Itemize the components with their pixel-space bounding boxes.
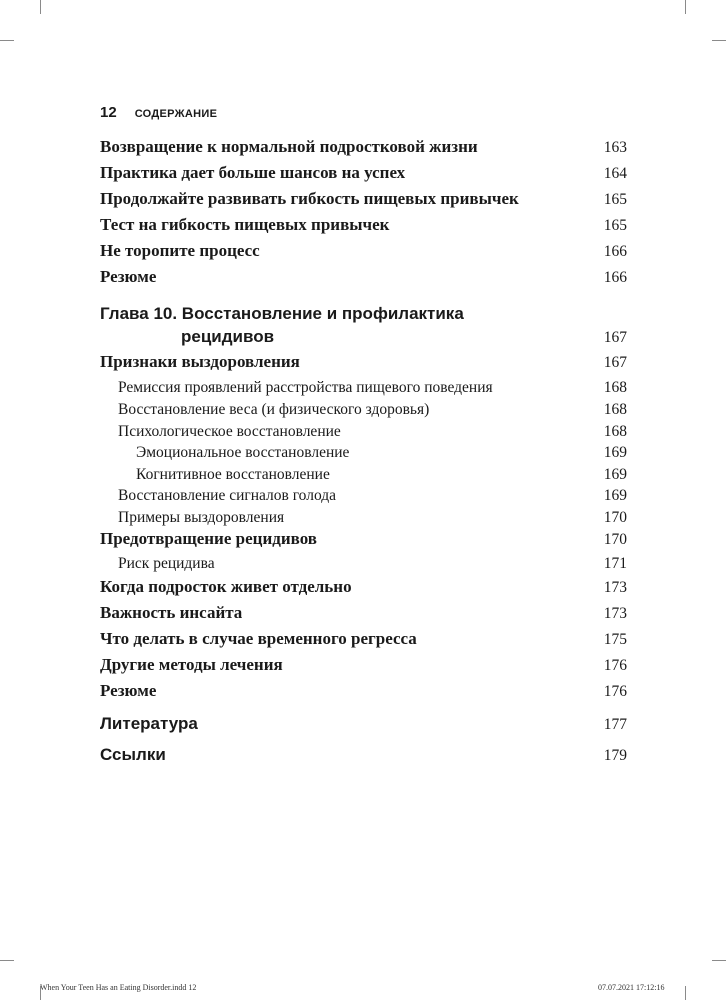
crop-mark bbox=[40, 0, 41, 14]
toc-entry[interactable] bbox=[100, 352, 627, 372]
toc-page: 168 bbox=[603, 423, 627, 440]
toc-page: 167 bbox=[603, 329, 627, 346]
toc-page: 168 bbox=[603, 401, 627, 418]
toc-entry[interactable] bbox=[100, 603, 627, 623]
toc-entry[interactable] bbox=[100, 529, 627, 549]
toc-entry[interactable] bbox=[100, 241, 627, 261]
toc-entry-chapter[interactable] bbox=[100, 327, 627, 347]
crop-mark bbox=[685, 0, 686, 14]
chapter-title-line2: рецидивов bbox=[181, 327, 275, 346]
toc-page: 179 bbox=[603, 747, 627, 764]
toc-entry-chapter[interactable] bbox=[100, 714, 627, 734]
toc-title: Восстановление сигналов голода bbox=[118, 487, 337, 504]
toc-entry[interactable] bbox=[100, 401, 627, 419]
toc-entry[interactable] bbox=[100, 267, 627, 287]
toc-entry[interactable] bbox=[100, 509, 627, 527]
toc-page: 176 bbox=[603, 657, 627, 674]
toc-page: 166 bbox=[603, 269, 627, 286]
toc-entry[interactable] bbox=[100, 487, 627, 505]
chapter-title-line1[interactable]: Глава 10. Восстановление и профилактика bbox=[100, 304, 464, 323]
toc-title: Практика дает больше шансов на успех bbox=[100, 163, 406, 182]
toc-title: Когда подросток живет отдельно bbox=[100, 577, 352, 596]
running-head: СОДЕРЖАНИЕ bbox=[134, 108, 218, 120]
toc-title: Когнитивное восстановление bbox=[136, 466, 330, 483]
toc-page: 168 bbox=[603, 379, 627, 396]
toc-page: 169 bbox=[603, 444, 627, 461]
crop-mark bbox=[0, 960, 14, 961]
toc-entry[interactable] bbox=[100, 655, 627, 675]
toc-title: Признаки выздоровления bbox=[100, 352, 300, 371]
toc-title: Не торопите процесс bbox=[100, 241, 260, 260]
page-number: 12 bbox=[100, 104, 117, 121]
crop-mark bbox=[685, 986, 686, 1000]
toc-title: Литература bbox=[100, 714, 198, 733]
toc-title: Важность инсайта bbox=[100, 603, 243, 622]
page-header bbox=[100, 104, 217, 124]
toc-entry[interactable] bbox=[100, 629, 627, 649]
toc-page: 177 bbox=[603, 716, 627, 733]
toc-entry[interactable] bbox=[100, 163, 627, 183]
toc-page: 167 bbox=[603, 354, 627, 371]
toc-title: Ремиссия проявлений расстройства пищевого поведения bbox=[118, 379, 493, 396]
toc-entry[interactable] bbox=[100, 555, 627, 573]
toc-page: 165 bbox=[603, 217, 627, 234]
crop-mark bbox=[712, 40, 726, 41]
toc-entry-chapter[interactable] bbox=[100, 745, 627, 765]
slug-timestamp: 07.07.2021 17:12:16 bbox=[598, 983, 665, 992]
toc-page: 170 bbox=[603, 531, 627, 548]
toc-page: 175 bbox=[603, 631, 627, 648]
toc-page: 169 bbox=[603, 466, 627, 483]
toc-entry[interactable] bbox=[100, 189, 627, 209]
toc-page: 165 bbox=[603, 191, 627, 208]
toc-entry[interactable] bbox=[100, 466, 627, 484]
toc-title: Психологическое восстановление bbox=[118, 423, 341, 440]
toc-entry[interactable] bbox=[100, 379, 627, 397]
toc-entry[interactable] bbox=[100, 681, 627, 701]
toc-title: Продолжайте развивать гибкость пищевых привычек bbox=[100, 189, 519, 208]
toc-title: Эмоциональное восстановление bbox=[136, 444, 350, 461]
toc-title: Примеры выздоровления bbox=[118, 509, 285, 526]
toc-page: 166 bbox=[603, 243, 627, 260]
toc-page: 176 bbox=[603, 683, 627, 700]
toc-entry[interactable] bbox=[100, 423, 627, 441]
toc-title: Другие методы лечения bbox=[100, 655, 283, 674]
toc-entry[interactable] bbox=[100, 137, 627, 157]
toc-title: Что делать в случае временного регресса bbox=[100, 629, 417, 648]
toc-page: 169 bbox=[603, 487, 627, 504]
toc-title: Риск рецидива bbox=[118, 555, 215, 572]
toc-page: 173 bbox=[603, 605, 627, 622]
toc-page: 163 bbox=[603, 139, 627, 156]
toc-title: Возвращение к нормальной подростковой жизни bbox=[100, 137, 478, 156]
toc-page: 164 bbox=[603, 165, 627, 182]
toc-title: Тест на гибкость пищевых привычек bbox=[100, 215, 390, 234]
toc-title: Резюме bbox=[100, 681, 157, 700]
slug-filename: When Your Teen Has an Eating Disorder.indd 12 bbox=[40, 983, 197, 992]
toc-entry[interactable] bbox=[100, 577, 627, 597]
toc-page: 173 bbox=[603, 579, 627, 596]
toc-title: Резюме bbox=[100, 267, 157, 286]
toc-entry[interactable] bbox=[100, 215, 627, 235]
toc-page: 170 bbox=[603, 509, 627, 526]
toc-entry[interactable] bbox=[100, 444, 627, 462]
toc-title: Ссылки bbox=[100, 745, 166, 764]
toc-title: Предотвращение рецидивов bbox=[100, 529, 317, 548]
crop-mark bbox=[712, 960, 726, 961]
toc-title: Восстановление веса (и физического здоровья) bbox=[118, 401, 430, 418]
crop-mark bbox=[0, 40, 14, 41]
toc-page: 171 bbox=[603, 555, 627, 572]
